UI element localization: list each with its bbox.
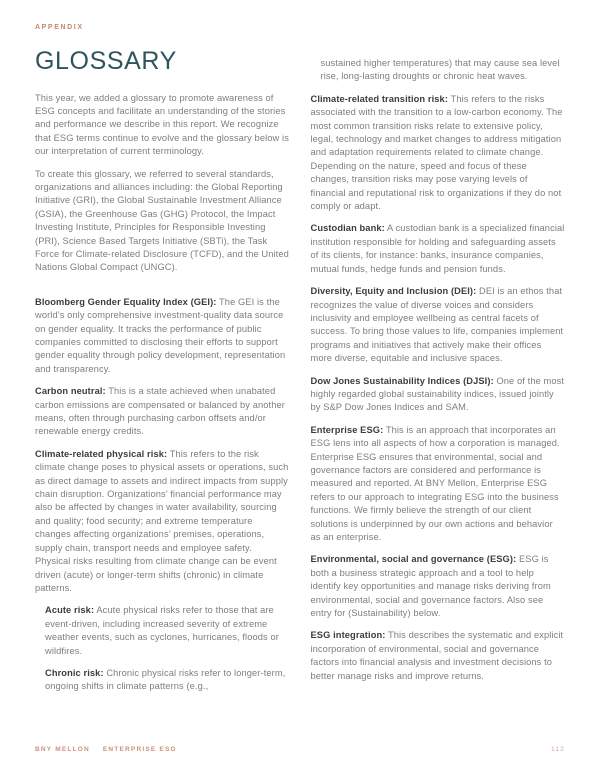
glossary-term: ESG integration:	[310, 630, 386, 641]
glossary-term: Carbon neutral:	[35, 386, 106, 397]
left-column	[35, 48, 290, 703]
glossary-definition: This refers to the risk climate change poses to physical assets or operations, such as direct damage to assets and indirect impacts from supply chain disruption. Organizations’ financial performance may also be affected by changes in water availability, sourcing and quality; food security; and extreme temperature changes affecting organizations’ premises, operations, supply chain, transport needs and employee safety. Physical risks resulting from climate change can be event driven (acute) or longer-term shifts (chronic) in climate patterns.	[35, 448, 289, 593]
glossary-definition: This is an approach that incorporates an ESG lens into all aspects of how a corporation is managed. Enterprise ESG ensures that environmental, social and governance factors are considered and performance is measured and reported. At BNY Mellon, Enterprise ESG refers to our approach to integrating ESG into the business functions. We firmly believe the strength of our client solutions is underpinned by our own actions and behavior as an enterprise.	[310, 424, 560, 542]
glossary-subentry-chronic-risk	[45, 667, 290, 694]
intro-paragraph: To create this glossary, we referred to several standards, organizations and alliances including: the Global Reporting Initiative (GRI), the Global Sustainable Investment Alliance (GSIA), the Greenhouse Gas (GHG) Protocol, the Impact Investing Institute, Principles for Responsible Investing (PRI), Science Based Targets Initiative (SBTi), the Task Force for Climate-related Disclosure (TCFD), and the United Nations Global Compact (UNGC).	[35, 168, 289, 273]
glossary-definition: The GEI is the world’s only comprehensive investment-quality data source on gender equality. It tracks the performance of public companies committed to disclosing their efforts to support gender equality through policy development, representation and transparency.	[35, 296, 286, 374]
glossary-entry-enterprise-esg	[311, 424, 566, 545]
glossary-definition: One of the most highly regarded global sustainability indices, issued jointly by S&P Dow Jones Indices and SAM.	[310, 375, 565, 413]
glossary-definition: This refers to the risks associated with the transition to a low-carbon economy. The most common transition risks relate to extensive policy, legal, technology and market changes to address mitigation and adaptation requirements related to climate change. Depending on the nature, speed and focus of these changes, transition risks may pose varying levels of financial and reputational risk to organizations if they do not comply or adapt.	[310, 93, 563, 212]
glossary-entry-djsi	[311, 375, 566, 415]
two-column-layout	[35, 48, 565, 703]
page-title: GLOSSARY	[35, 47, 177, 75]
glossary-term: Custodian bank:	[310, 223, 385, 234]
glossary-entry-climate-transition-risk	[311, 93, 566, 214]
glossary-subentry-acute-risk	[45, 604, 290, 658]
footer-brand-group	[35, 746, 187, 753]
glossary-entry-esg-integration	[311, 629, 566, 683]
chronic-risk-continuation: sustained higher temperatures) that may cause sea level rise, long-lasting droughts or chronic heat waves.	[320, 58, 560, 82]
right-column	[311, 48, 566, 703]
appendix-eyebrow: APPENDIX	[35, 24, 84, 31]
glossary-definition: DEI is an ethos that recognizes the value of diverse voices and considers inclusivity and employee wellbeing as central facets of success. To bring those values to life, companies implement programs and initiatives that actively make their offices more diverse, equitable and inclusive spaces.	[310, 286, 564, 364]
glossary-entry-esg	[311, 553, 566, 620]
glossary-term: Dow Jones Sustainability Indices (DJSI):	[310, 375, 494, 386]
glossary-definition: A custodian bank is a specialized financial institution responsible for holding and safeguarding assets of its clients, for instance: banks, insurance companies, mutual funds, hedge funds and pension funds.	[310, 223, 565, 274]
intro-paragraph: This year, we added a glossary to promote awareness of ESG concepts and facilitate an understanding of the stories and performance we describe in this report. We recognize that ESG terms continue to evolve and the glossary below is our interpretation of current terminology.	[35, 92, 289, 157]
glossary-definition: Acute physical risks refer to those that are event-driven, including increased severity of extreme weather events, such as cyclones, hurricanes, floods or wildfires.	[45, 605, 279, 656]
glossary-entry-dei	[311, 285, 566, 365]
glossary-entry-custodian-bank	[311, 222, 566, 276]
footer-report-name: ENTERPRISE ESG	[102, 746, 177, 753]
glossary-term: Climate-related physical risk:	[35, 448, 168, 459]
glossary-term: Environmental, social and governance (ESG):	[310, 554, 517, 565]
glossary-entry-climate-physical-risk	[35, 448, 290, 595]
footer-brand: BNY MELLON	[35, 746, 90, 753]
glossary-term: Climate-related transition risk:	[310, 93, 449, 104]
page-number: 112	[551, 746, 565, 753]
glossary-definition: This describes the systematic and explicit incorporation of environmental, social and governance factors into financial analysis and investment decisions to better manage risks and improve returns.	[310, 630, 564, 681]
page-footer	[35, 746, 565, 753]
glossary-term: Diversity, Equity and Inclusion (DEI):	[310, 286, 477, 297]
glossary-entry-gei	[35, 296, 290, 376]
glossary-definition: This is a state achieved when unabated carbon emissions are compensated or balanced by another means, often through purchasing carbon offsets and/or renewable energy credits.	[35, 386, 285, 437]
glossary-entry-carbon-neutral	[35, 385, 290, 439]
glossary-definition: ESG is both a business strategic approach and a tool to help identify key opportunities and manage risks deriving from environmental, social and governance factors. Also see entry for (Sustainability) below.	[310, 554, 551, 619]
glossary-definition: Chronic physical risks refer to longer-term, ongoing shifts in climate patterns (e.g.,	[45, 667, 286, 692]
glossary-term: Chronic risk:	[45, 667, 104, 678]
glossary-term: Bloomberg Gender Equality Index (GEI):	[35, 296, 217, 307]
glossary-term: Enterprise ESG:	[310, 424, 384, 435]
glossary-term: Acute risk:	[45, 605, 95, 616]
